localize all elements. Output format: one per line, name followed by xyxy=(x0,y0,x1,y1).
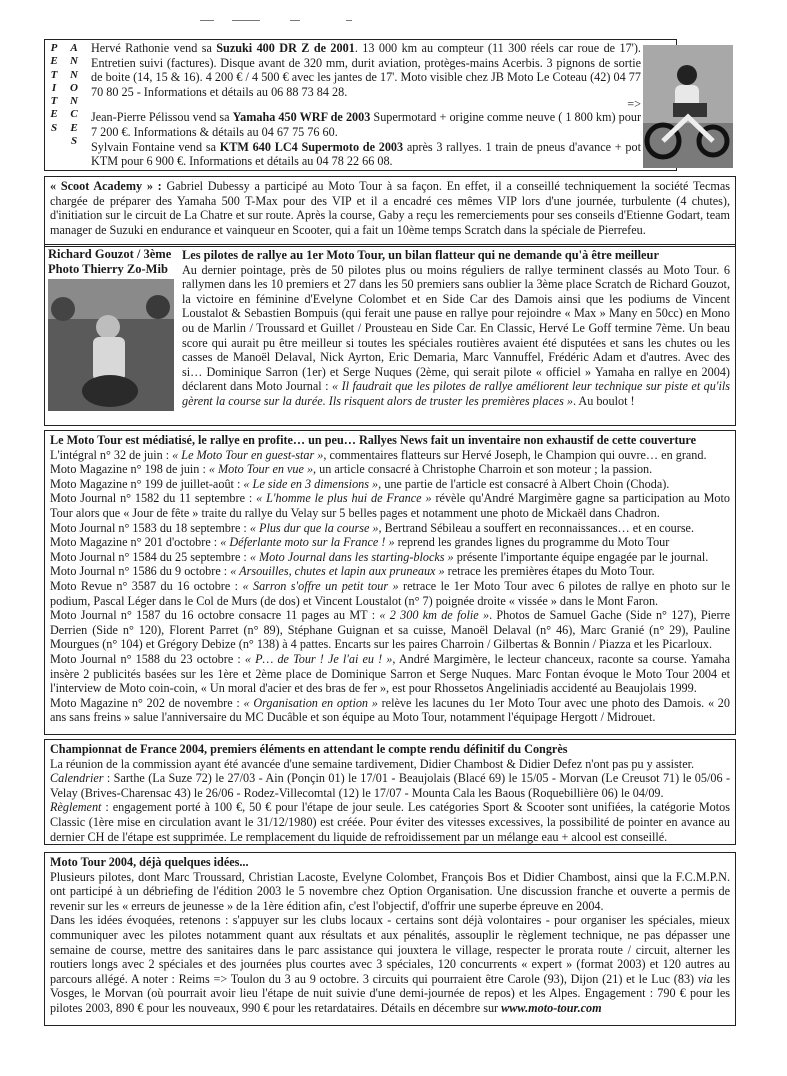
motocross-photo xyxy=(643,45,733,168)
vertical-label-petites: P E T I T E S xyxy=(50,42,58,134)
scoot-academy-box xyxy=(44,176,736,247)
scoot-academy-text: « Scoot Academy » : Gabriel Dubessy a participé au Moto Tour à sa façon. En effet, il a conseillé techniquement la société Tecmas chargée de préparer des Yamaha 500 T-Max pour des VIP et il a encadré ces mêmes VIP lors d'une journée, turbulente (4 chutes), d'initiation sur le circuit de La Chatre et sur route. Après la course, Gaby a reçu les remerciements pour ses conseils d'Etienne Godart, team manager de Suzuki en endurance et vainqueur en Scooter, qui a fait un 10ème temps Scratch dans la spéciale de Pierrefeu. xyxy=(50,179,730,237)
ad-ktm: Sylvain Fontaine vend sa KTM 640 LC4 Supermoto de 2003 après 3 rallyes. 1 train de pneus d'avance + pot KTM pour 6 900 €. Informations et détails au 04 78 22 66 08. xyxy=(91,139,641,169)
vertical-label-annonces: A N N O N C E S xyxy=(70,42,78,148)
ad-yamaha: Jean-Pierre Pélissou vend sa Yamaha 450 WRF de 2003 Supermotard + origine comme neuve ( 1 800 km) pour 7 200 €. Informations & détails au 04 67 75 76 60. xyxy=(91,110,642,139)
mototour2004-p1: Plusieurs pilotes, dont Marc Troussard, Christian Lacoste, Evelyne Colombet, François Bos et Didier Chambost, ainsi que la F.C.M.P.N. ont participé à un débriefing de l'édition 2003 le 5 novembre chez Option Organisation. Une discussion franche et ouverte a permis de revenir sur les « erreurs de jeunesse » de la 1ère édition afin, c'est l'objectif, d'offrir une superbe épreuve en 2004. xyxy=(50,869,730,913)
championnat-intro: La réunion de la commission ayant été avancée d'une semaine tardivement, Didier Chambost & Didier Defez n'ont pas pu y assister. xyxy=(50,756,695,771)
pilotes-rallye-box xyxy=(44,244,736,426)
mototour2004-p2: Dans les idées évoquées, retenons : s'appuyer sur les clubs locaux - certains sont déjà volontaires - pour organiser les spéciales, mieux communiquer avec les pilotes notamment quant aux résultats et aux pénalités, assouplir le règlement technique, ne pas dépasser une semaine de course, mettre des sanitaires dans le parc assistance qui jouxtera le village, respecter le prorata route / circuit, alterner les routiers longs avec 2 spéciales et des journées plus courtes avec 3 spéciales, 120 concurrents « expert » (format 2003) et 120 autres au parcours allégé. A noter : Reims => Toulon du 3 au 9 octobre. 3 circuits qui pourraient être Carole (93), Dijon (21) et le Luc (83) via les Vosges, le Morvan (où pourrait avoir lieu l'étape de nuit suivie d'une demi-journée de repos) et les Alpes. Engagement : 790 € pour les pilotes 2003, 890 € pour les nouveaux, 990 € pour les retardataires. Détails en décembre sur www.moto-tour.com xyxy=(50,913,730,1015)
ad-suzuki: Hervé Rathonie vend sa Suzuki 400 DR Z de 2001. 13 000 km au compteur (11 300 réels car roue de 17'). Entretien suivi (factures). Disque avant de 320 mm, durit aviation, protèges-mains Acerbis. 3 pignons de sortie de boite (14, 15 & 16). 4 200 € / 4 500 € avec les jantes de 17'. Moto visible chez JB Moto Le Coteau (42) 04 77 70 80 25 - Informations et détails au 06 88 73 84 28. xyxy=(91,41,641,99)
arrow: => xyxy=(627,97,641,112)
rally-rider-photo xyxy=(48,279,174,411)
scan-mark xyxy=(290,20,300,21)
ads-text xyxy=(91,41,641,169)
media-item: Moto Magazine n° 201 d'octobre : « Déferlante moto sur la France ! » reprend les grandes lignes du programme du Moto Tour xyxy=(50,535,670,550)
scan-mark xyxy=(346,20,352,21)
pilotes-title: Les pilotes de rallye au 1er Moto Tour, un bilan flatteur qui ne demande qu'à être meilleur xyxy=(182,248,659,262)
championnat-calendar: Calendrier : Sarthe (La Suze 72) le 27/03 - Ain (Ponçin 01) le 17/01 - Beaujolais (Blacé 69) le 15/05 - Morvan (Le Creusot 71) le 05/06 - Velay (Brives-Charensac 43) le 26/06 - Rodez-Villecomtal (12) le 17/07 - Mounta Cala les Baous (Roquebillière 06) le 04/09. xyxy=(50,771,730,800)
moto-tour-link[interactable]: www.moto-tour.com xyxy=(501,1000,602,1015)
media-item: Moto Revue n° 3587 du 16 octobre : « Sarron s'offre un petit tour » retrace le 1er Moto Tour avec 6 pilotes de rallye en photo sur le podium, Pascal Léger dans le Col de Murs (de dos) et Vincent Loustalot (n° 7) poignée droite « vissée » dans le Mont Faron. xyxy=(50,578,730,608)
media-item: Moto Journal n° 1582 du 11 septembre : « L'homme le plus hui de France » révèle qu'André Margimère gagne sa participation au Moto Tour alors que « Jour de fête » traite du rallye du Velay sur 5 belles pages et notamment une photo de Mickaël dans Chadron. xyxy=(50,491,730,520)
media-item: Moto Magazine n° 199 de juillet-août : « Le side en 3 dimensions », une partie de l'article est consacré à Albert Choin (Choda). xyxy=(50,476,670,491)
pilotes-content xyxy=(182,248,730,409)
media-item: Moto Journal n° 1584 du 25 septembre : « Moto Journal dans les starting-blocks » présente l'importante équipe engagée par le journal. xyxy=(50,549,709,564)
championnat-title: Championnat de France 2004, premiers éléments en attendant le compte rendu définitif du Congrès xyxy=(50,742,568,756)
media-item: L'intégral n° 32 de juin : « Le Moto Tour en guest-star », commentaires flatteurs sur Hervé Joseph, le Champion qui ouvre… en grand. xyxy=(50,447,707,462)
petites-annonces-box xyxy=(44,39,677,171)
media-title: Le Moto Tour est médiatisé, le rallye en profite… un peu… Rallyes News fait un inventaire non exhaustif de cette couverture xyxy=(50,433,696,447)
championnat-box xyxy=(44,739,736,845)
scan-mark xyxy=(232,20,260,21)
scan-mark xyxy=(200,20,214,21)
photo-caption: Richard Gouzot / 3ème Photo Thierry Zo-Mib xyxy=(48,247,172,276)
media-item: Moto Journal n° 1583 du 18 septembre : « Plus dur que la course », Bertrand Sébileau a souffert en reconnaissances… et en course. xyxy=(50,520,695,535)
media-coverage-box xyxy=(44,430,736,735)
championnat-reglement: Règlement : engagement porté à 100 €, 50 € pour l'étape de jour seule. Les catégories Sport & Scooter sont unifiées, la catégorie Motos Classic (1ère mise en circulation avant le 31/12/1980) est créée. Pour éviter des vitesses excessives, la possibilité de pointer en avance au dernier CH de l'étape est supprimée. Le remplacement du liquide de refroidissement par un mélange eau + alcool est conseillé. xyxy=(50,800,730,844)
media-item: Moto Magazine n° 202 de novembre : « Organisation en option » relève les lacunes du 1er Moto Tour avec une photo des Damois. « 20 ans sans freins » salue l'anniversaire du MC Ducâble et son équipe au Moto Tour, notamment l'équipage Hergott / Midrouet. xyxy=(50,695,730,725)
mototour2004-title: Moto Tour 2004, déjà quelques idées... xyxy=(50,855,249,869)
pilotes-text: Au dernier pointage, près de 50 pilotes plus ou moins réguliers de rallye terminent classés au Moto Tour. 6 rallymen dans les 10 premiers et 27 dans les 50 premiers sans oublier la 3ème place Scratch de Richard Gouzot, la victoire en féminine d'Evelyne Colombet et en Side Car des Damois ainsi que les podiums de Vincent Loustalot & Sebastien Bompuis (qui ferait une pause en rallye pour rejoindre « Max » Many en 50cc) en Mono ou de Marlin / Troussard et Guillet / Prousteau en Side Car. En Classic, Hervé Le Goff termine 7ème. Un beau score qui aurait pu être meilleur si toutes les spéciales routières avaient été disputées et sans les chutes ou les casses de Manoël Delaval, Nick Ayrton, Eric Demaria, Marc Vannuffel, Frédéric Adam et d'autres. Avec des si… Dominique Sarron (1er) et Serge Nuques (2ème, qui serait pilote « officiel » Yamaha en rallye en 2004) déclarent dans Moto Journal : « Il faudrait que les pilotes de rallye améliorent leur technique sur piste et qu'ils gèrent la course sur la durée. Ils risquent alors de truster les premières places ». Au boulot ! xyxy=(182,262,730,408)
media-item: Moto Magazine n° 198 de juin : « Moto Tour en vue », un article consacré à Christophe Charroin et son moteur ; la passion. xyxy=(50,462,653,477)
media-item: Moto Journal n° 1587 du 16 octobre consacre 11 pages au MT : « 2 300 km de folie ». Photos de Samuel Gache (Side n° 127), Pierre Derrien (Side n° 120), Florent Parret (n° 89), Stéphane Guignan et sa cuisse, Manoël Delaval (n° 46), Marc Granié (n° 29), Pauline Mourgues (n° 104) et Grégory Debize (n° 138) à 4 pattes. Encarts sur les paires Charroin / Gilbertas & Bonnin / Piazza et les Picarloux. xyxy=(50,608,730,652)
media-item: Moto Journal n° 1588 du 23 octobre : « P… de Tour ! Je l'ai eu ! », André Margimère, le lecteur chanceux, raconte sa course. Yamaha insère 2 publicités basées sur les 1ère et 2ème place de Dominique Sarron et Serge Nuques. Marc Fontan évoque le Moto Tour 2004 et l'interview de Moto coin-coin, « Un moral d'acier et des bras de fer », est pour Rhossetos Angeliniadis accidenté au Beaujolais 1999. xyxy=(50,651,730,696)
media-item: Moto Journal n° 1586 du 9 octobre : « Arsouilles, chutes et lapin aux pruneaux » retrace les premières étapes du Moto Tour. xyxy=(50,564,655,579)
moto-tour-2004-box xyxy=(44,852,736,1026)
